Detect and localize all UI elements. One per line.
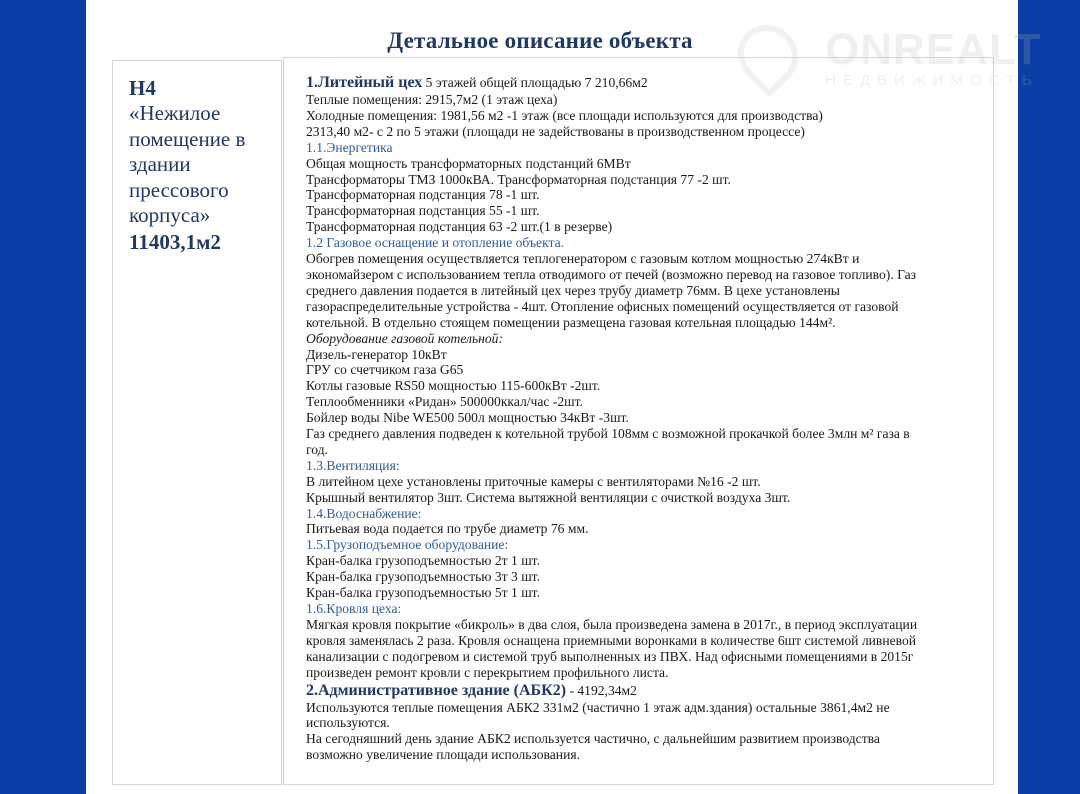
text-line: 2313,40 м2- с 2 по 5 этажи (площади не задействованы в производственном процессе) (306, 123, 805, 139)
object-name-line: корпуса» (129, 203, 211, 227)
subsection-heading: 1.6.Кровля цеха: (306, 601, 402, 616)
subsection-heading: 1.2 Газовое оснащение и отопление объекта. (306, 235, 565, 251)
text-line: Теплообменники «Ридан» 500000ккал/час -2шт. (306, 394, 583, 410)
text-line: Кран-балка грузоподъемностью 2т 1 шт. (306, 553, 540, 569)
object-name-line: помещение в (129, 126, 246, 151)
left-blue-border (0, 0, 86, 794)
foundry-details (306, 92, 993, 681)
right-blue-border (1018, 0, 1080, 794)
object-summary (112, 60, 282, 785)
subsection-heading: 1.1.Энергетика (306, 139, 393, 155)
text-line: Трансформаторная подстанция 63 -2 шт.(1 в резерве) (306, 219, 613, 235)
text-line: Трансформаторная подстанция 55 -1 шт. (306, 203, 540, 219)
text-line: Трансформаторная подстанция 78 -1 шт. (306, 187, 540, 203)
text-line: кровля заменялась 2 раза. Кровля оснащена приемными воронками в количестве 6шт системой ливневой (306, 632, 917, 648)
text-line: экономайзером с использованием тепла отводимого от печей (возможно перевод на газовое топливо). Газ (306, 266, 917, 282)
text-line: Теплые помещения: 2915,7м2 (1 этаж цеха) (306, 92, 558, 107)
text-line: В литейном цехе установлены приточные камеры с вентиляторами №16 -2 шт. (306, 473, 761, 489)
text-line: Газ среднего давления подведен к котельной трубой 108мм с возможной прокачкой более 3млн м² газа в (306, 426, 910, 442)
object-name (129, 101, 281, 229)
text-line: Общая мощность трансформаторных подстанций 6МВт (306, 155, 631, 171)
subsection-heading: 1.4.Водоснабжение: (306, 505, 422, 521)
admin-building-details (306, 700, 993, 764)
object-description (283, 57, 994, 785)
text-line: Крышный вентилятор 3шт. Система вытяжной вентиляции с очисткой воздуха 3шт. (306, 489, 791, 505)
object-name-line: «Нежилое (129, 101, 221, 125)
text-line: На сегодняшний день здание АБК2 используется частично, с дальнейшим развитием производства (306, 731, 880, 747)
object-area: 11403,1м2 (129, 229, 221, 254)
text-line: произведен ремонт кровли с перекрытием профильного листа. (306, 664, 669, 680)
text-line: Кран-балка грузоподъемностью 3т 3 шт. (306, 569, 540, 585)
heading-text: 2.Административное здание (АБК2) (306, 681, 567, 699)
heading-detail: - 4192,34м2 (566, 682, 637, 698)
text-line: Обогрев помещения осуществляется теплогенератором с газовым котлом мощностью 274кВт и (306, 251, 860, 267)
heading-text: 1.Литейный цех (306, 74, 423, 91)
text-line: среднего давления подается в литейный цех через трубу диаметр 76мм. В цехе установлены (306, 282, 840, 298)
object-name-line: прессового (129, 177, 229, 202)
text-line: Используются теплые помещения АБК2 331м2 (частично 1 этаж адм.здания) остальные 3861,4м2 не (306, 699, 890, 715)
text-line: газораспределительные устройства - 4шт. Отопление офисных помещений осуществляется от газовой (306, 298, 899, 314)
text-line: Питьевая вода подается по трубе диаметр 76 мм. (306, 521, 589, 537)
page-title: Детальное описание объекта (387, 28, 693, 53)
text-line: Холодные помещения: 1981,56 м2 -1 этаж (все площади используются для производства) (306, 107, 823, 123)
text-line: Трансформаторы ТМЗ 1000кВА. Трансформаторная подстанция 77 -2 шт. (306, 171, 731, 187)
equipment-caption: Оборудование газовой котельной: (306, 330, 503, 346)
text-line: Котлы газовые RS50 мощностью 115-600кВт -2шт. (306, 378, 601, 394)
text-line: Кран-балка грузоподъемностью 5т 1 шт. (306, 585, 540, 601)
text-line: ГРУ со счетчиком газа G65 (306, 362, 464, 378)
subsection-heading: 1.3.Вентиляция: (306, 457, 400, 473)
text-line: канализации с подогревом и системой труб выполненных из ПВХ. Над офисными помещениями в 2015г (306, 648, 914, 664)
text-line: возможно увеличение площади использования. (306, 747, 580, 763)
text-line: год. (306, 441, 328, 457)
text-line: котельной. В отдельно стоящем помещении размещена газовая котельная площадью 144м². (306, 314, 836, 330)
text-line: Дизель-генератор 10кВт (306, 346, 447, 362)
section-heading-foundry (306, 74, 993, 92)
object-name-line: здании (129, 152, 191, 176)
heading-detail: 5 этажей общей площадью 7 210,66м2 (422, 75, 648, 90)
text-line: Бойлер воды Nibe WE500 500л мощностью 34кВт -3шт. (306, 410, 629, 426)
section-heading-admin-building (306, 682, 993, 700)
text-line: используются. (306, 715, 390, 731)
object-code: Н4 (129, 76, 156, 100)
text-line: Мягкая кровля покрытие «бикроль» в два слоя, была произведена замена в 2017г., в период эксплуатации (306, 616, 918, 632)
watermark-logo: ONREALT НЕДВИЖИМОСТЬ (745, 28, 1041, 89)
subsection-heading: 1.5.Грузоподъемное оборудование: (306, 537, 509, 553)
